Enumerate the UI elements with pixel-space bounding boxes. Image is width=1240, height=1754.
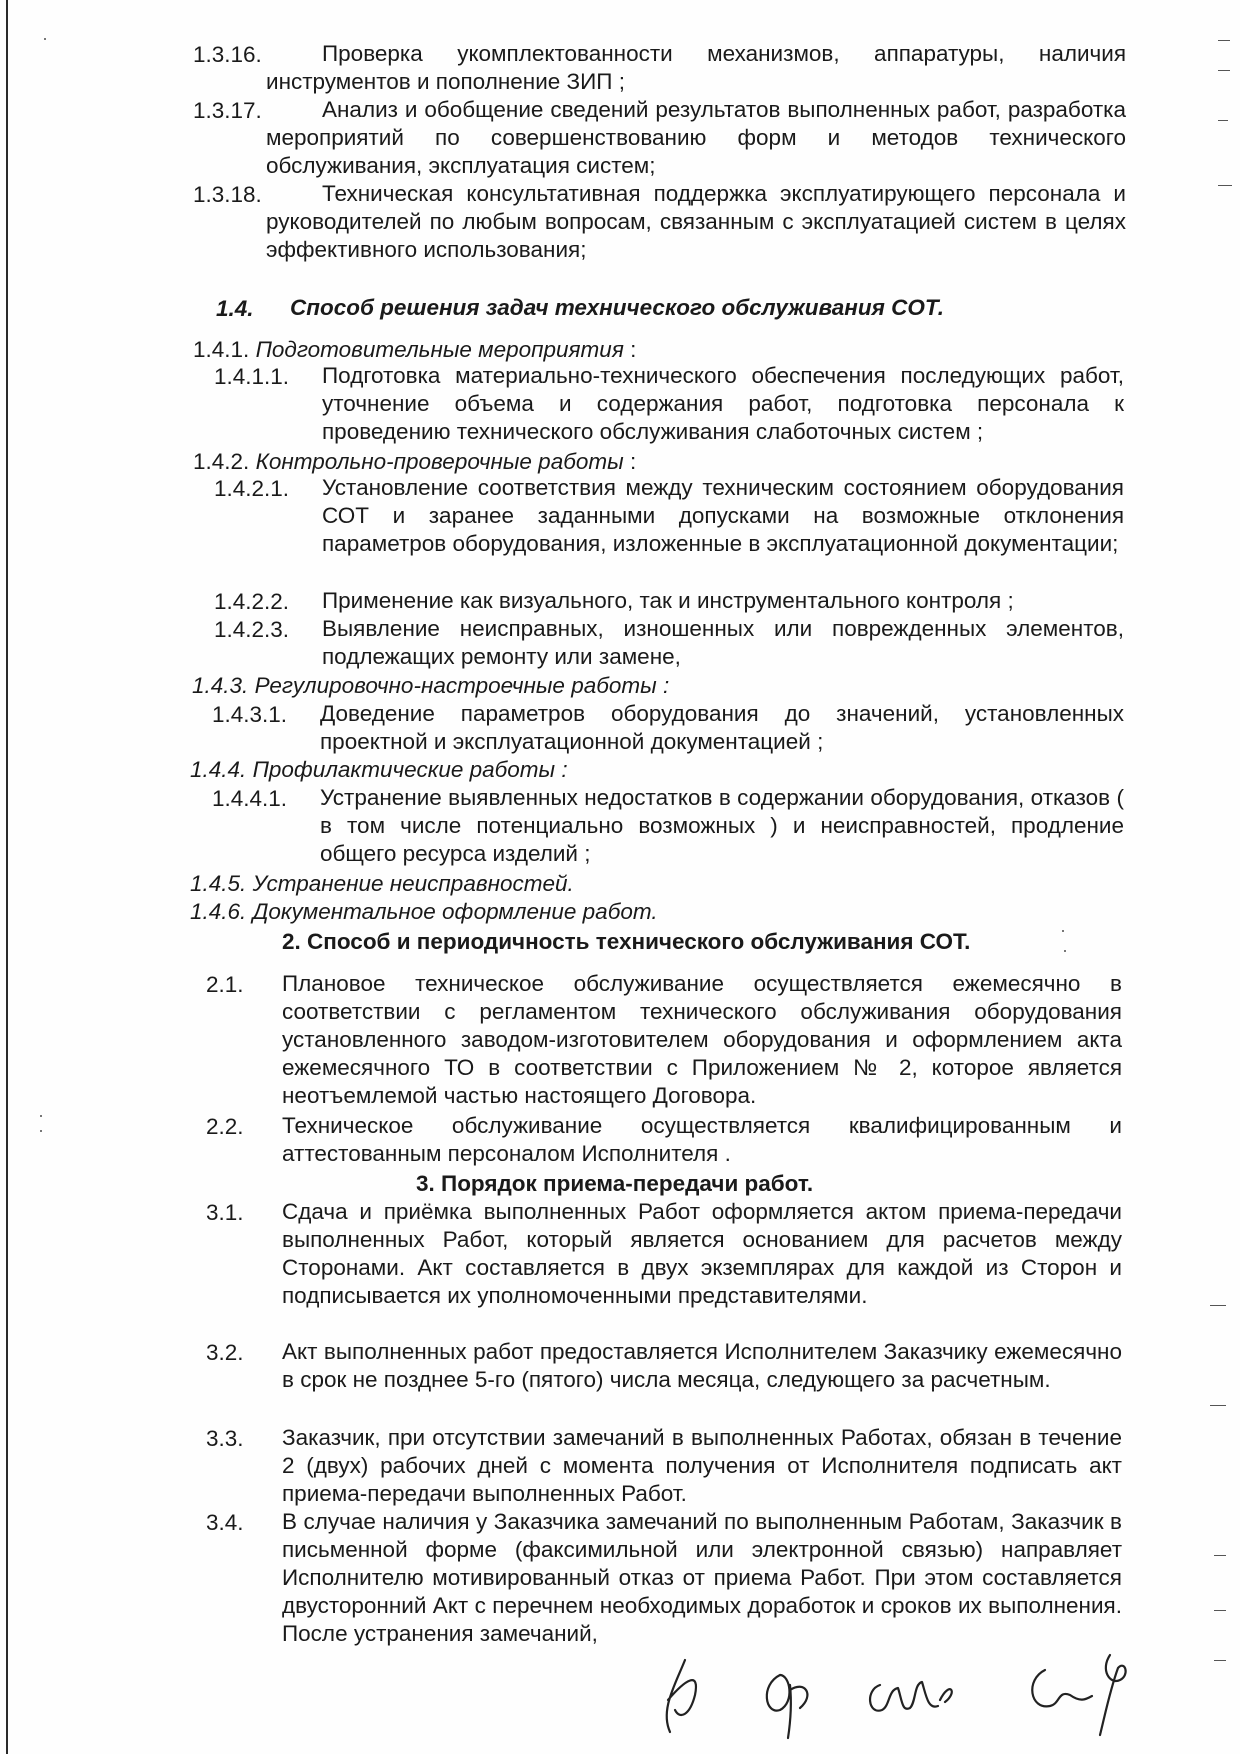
item-number: 1.4.4.: [190, 757, 247, 782]
item-number: 3.2.: [206, 1340, 244, 1365]
item-number: 1.4.3.: [192, 673, 249, 698]
signature-2: [767, 1675, 808, 1738]
item-number: 1.4.5.: [190, 871, 247, 896]
item-number: 3.1.: [206, 1200, 244, 1225]
subsection-suffix: :: [623, 449, 637, 474]
section-heading: 2. Способ и периодичность технического обслуживания СОТ.: [282, 929, 971, 954]
item-text: Применение как визуального, так и инструментального контроля ;: [322, 588, 1014, 613]
section-heading: 3. Порядок приема-передачи работ.: [416, 1171, 814, 1196]
scan-mark: [1218, 70, 1230, 71]
item-text: Проверка укомплектованности механизмов, аппаратуры, наличия инструментов и пополнение ЗИП ;: [266, 41, 1126, 94]
section-number: 1.4.: [216, 296, 254, 321]
item-number: 1.4.2.1.: [214, 476, 290, 501]
item-number: 1.3.16.: [193, 42, 262, 67]
item-text: Техническое обслуживание осуществляется квалифицированным и аттестованным персоналом Исполнителя .: [282, 1113, 1122, 1166]
item-number: 1.4.3.1.: [212, 702, 288, 727]
item-text: Плановое техническое обслуживание осуществляется ежемесячно в соответствии с регламентом технического обслуживания оборудования установленного заводом-изготовителем оборудования и оформлением акта ежемесячного ТО в соответствии с Приложением № 2, которое является неотъемлемой частью настоящего Договора.: [282, 971, 1122, 1108]
item-number: 1.3.18.: [193, 182, 262, 207]
item-number: 1.4.1.1.: [214, 364, 290, 389]
scan-speck: [40, 1130, 42, 1132]
subsection-suffix: :: [623, 337, 637, 362]
item-number: 1.4.2.: [193, 449, 250, 474]
scan-mark: [1218, 40, 1230, 41]
subsection-heading: [192, 672, 669, 700]
scan-edge-line: [6, 0, 8, 1754]
handwritten-signatures: [640, 1640, 1200, 1740]
scan-mark: [1210, 1305, 1226, 1306]
signature-1: [667, 1660, 696, 1732]
item-number: 2.1.: [206, 972, 244, 997]
scan-mark: [1218, 185, 1232, 186]
section-heading: Способ решения задач технического обслуживания СОТ.: [290, 295, 945, 320]
item-number: 3.4.: [206, 1510, 244, 1535]
item-number: 1.4.6.: [190, 899, 247, 924]
subsection-title: Документальное оформление работ.: [252, 899, 658, 924]
item-text: Выявление неисправных, изношенных или поврежденных элементов, подлежащих ремонту или замене,: [322, 616, 1124, 669]
scan-speck: [1064, 950, 1066, 952]
scan-speck: [40, 1115, 42, 1117]
item-text: Заказчик, при отсутствии замечаний в выполненных Работах, обязан в течение 2 (двух) рабочих дней с момента получения от Исполнителя подписать акт приема-передачи выполненных Работ.: [282, 1425, 1122, 1506]
item-text: Устранение выявленных недостатков в содержании оборудования, отказов ( в том числе потенциально возможных ) и неисправностей, продление общего ресурса изделий ;: [320, 785, 1124, 866]
item-number: 1.4.2.2.: [214, 589, 290, 614]
item-text: Анализ и обобщение сведений результатов выполненных работ, разработка мероприятий по совершенствованию форм и методов технического обслуживания, эксплуатация систем;: [266, 97, 1126, 178]
item-text: Акт выполненных работ предоставляется Исполнителем Заказчику ежемесячно в срок не позднее 5-го (пятого) числа месяца, следующего за расчетным.: [282, 1339, 1122, 1392]
item-text: Сдача и приёмка выполненных Работ оформляется актом приема-передачи выполненных Работ, который является основанием для расчетов между Сторонами. Акт составляется в двух экземплярах для каждой из Сторон и подписывается их уполномоченными представителями.: [282, 1199, 1122, 1308]
scan-speck: [44, 38, 46, 40]
item-number: 2.2.: [206, 1114, 244, 1139]
item-number: 3.3.: [206, 1426, 244, 1451]
subsection-heading: [193, 448, 636, 476]
subsection-title: Подготовительные мероприятия: [255, 337, 624, 362]
item-text: В случае наличия у Заказчика замечаний по выполненным Работам, Заказчик в письменной форме (факсимильной или электронной связью) направляет Исполнителю мотивированный отказ от приема Работ. При этом составляется двусторонний Акт с перечнем необходимых доработок и сроков их выполнения. После устранения замечаний,: [282, 1509, 1122, 1646]
item-text: Установление соответствия между техническим состоянием оборудования СОТ и заранее заданными допусками на возможные отклонения параметров оборудования, изложенные в эксплуатационной документации;: [322, 475, 1124, 556]
scan-mark: [1214, 1660, 1226, 1661]
subsection-title: Контрольно-проверочные работы: [255, 449, 624, 474]
scan-mark: [1214, 1555, 1226, 1556]
scan-mark: [1214, 1610, 1226, 1611]
signature-4: [1032, 1655, 1125, 1735]
item-text: Техническая консультативная поддержка эксплуатирующего персонала и руководителей по любым вопросам, связанным с эксплуатацией систем в целях эффективного использования;: [266, 181, 1126, 262]
item-number: 1.4.2.3.: [214, 617, 290, 642]
subsection-title: Устранение неисправностей.: [252, 871, 574, 896]
item-text: Доведение параметров оборудования до значений, установленных проектной и эксплуатационной документацией ;: [320, 701, 1124, 754]
scan-speck: [1062, 930, 1064, 932]
subsection-title: Регулировочно-настроечные работы :: [254, 673, 670, 698]
subsection-heading: [190, 756, 568, 784]
subsection-title: Профилактические работы :: [252, 757, 568, 782]
scan-mark: [1210, 1405, 1226, 1406]
item-text: Подготовка материально-технического обеспечения последующих работ, уточнение объема и содержания работ, подготовка персонала к проведению технического обслуживания слаботочных систем ;: [322, 363, 1124, 444]
item-number: 1.3.17.: [193, 98, 262, 123]
subsection-heading: [190, 898, 658, 926]
scan-mark: [1218, 120, 1228, 121]
subsection-heading: [193, 336, 636, 364]
subsection-heading: [190, 870, 574, 898]
item-number: 1.4.4.1.: [212, 786, 288, 811]
signature-3: [870, 1682, 952, 1711]
item-number: 1.4.1.: [193, 337, 250, 362]
